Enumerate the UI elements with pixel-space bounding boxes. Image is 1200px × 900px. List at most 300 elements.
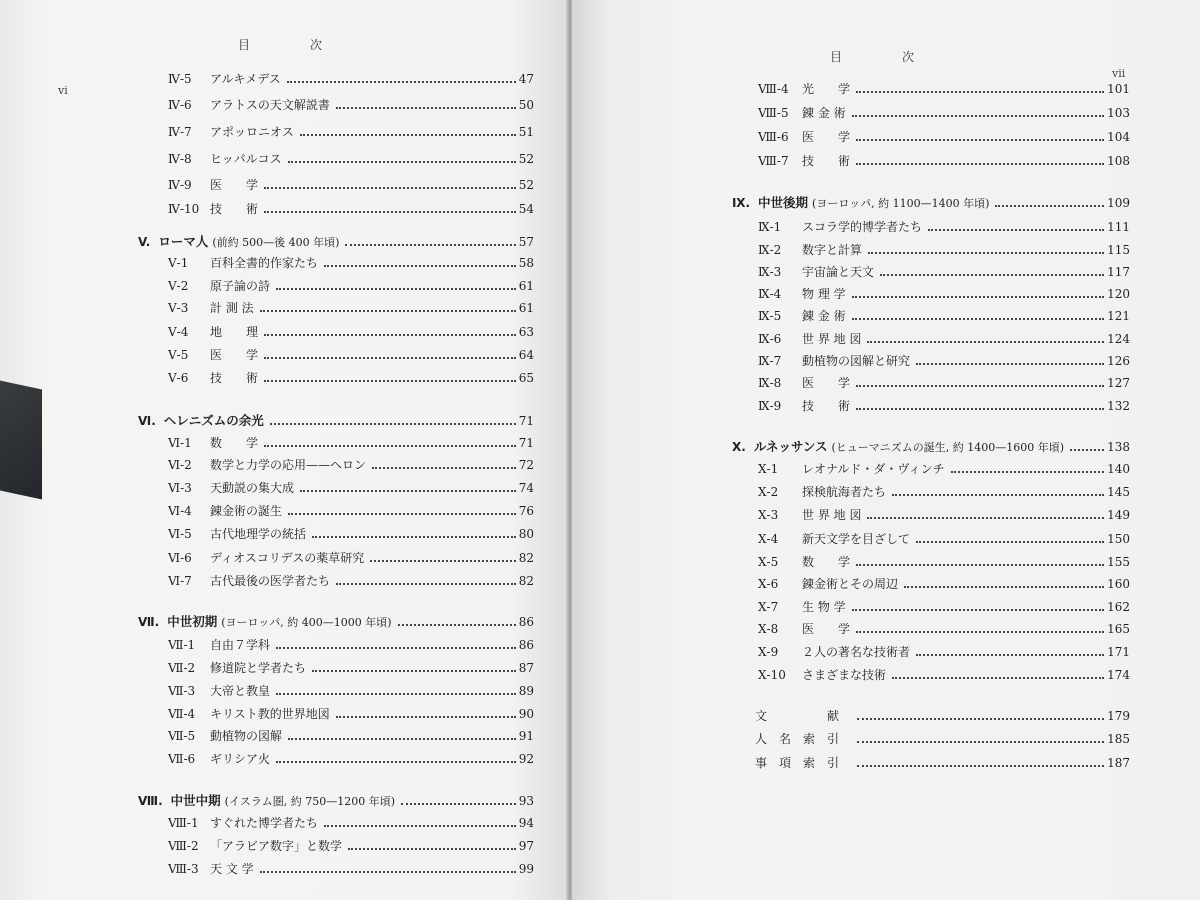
dot-leader (880, 274, 1104, 276)
dot-leader (336, 107, 516, 109)
toc-section-entry (168, 123, 534, 141)
toc-entry-number: Ⅹ-1 (758, 462, 779, 476)
toc-section-entry (168, 456, 534, 474)
toc-section-entry (758, 483, 1130, 501)
dot-leader (288, 513, 516, 515)
dot-leader (995, 205, 1104, 207)
toc-entry-title: 錬金術とその周辺 (802, 577, 899, 591)
toc-entry-number: Ⅷ-3 (168, 862, 199, 876)
toc-entry-title: 新天文学を目ざして (802, 532, 911, 546)
toc-page-number: 57 (518, 235, 534, 249)
toc-entry-title: 中世初期 (167, 614, 218, 629)
toc-section-entry (758, 218, 1130, 236)
toc-section-entry (758, 263, 1130, 281)
toc-entry-number: Ⅵ-3 (168, 481, 192, 495)
toc-page-number: 174 (1107, 668, 1130, 682)
toc-entry-number: Ⅳ-10 (168, 202, 200, 216)
toc-page-number: 187 (1107, 756, 1130, 770)
toc-page-number: 165 (1107, 622, 1130, 636)
dot-leader (401, 803, 516, 805)
toc-entry-title: ディオスコリデスの薬草研究 (210, 551, 365, 565)
dot-leader (372, 467, 516, 469)
toc-entry-title: ルネッサンス (753, 439, 828, 454)
toc-page-number: 58 (518, 256, 534, 270)
toc-section-entry (168, 96, 534, 114)
toc-entry-title: 天動説の集大成 (210, 481, 295, 495)
toc-chapter-entry (138, 791, 534, 809)
dot-leader (300, 490, 516, 492)
toc-page-number: 87 (518, 661, 534, 675)
toc-entry-number: Ⅵ-1 (168, 436, 192, 450)
toc-entry-number: Ⅵ-2 (168, 458, 192, 472)
dot-leader (916, 541, 1104, 543)
toc-entry-title: 医 学 (802, 130, 851, 144)
toc-page-number: 138 (1107, 440, 1130, 454)
toc-entry-number: Ⅹ-10 (758, 668, 786, 682)
toc-section-entry (758, 643, 1130, 661)
toc-entry-number: Ⅶ-1 (168, 638, 196, 652)
toc-section-entry (168, 277, 534, 295)
toc-entry-number: Ⅹ-5 (758, 555, 779, 569)
dot-leader (857, 765, 1104, 767)
toc-page-number: 89 (518, 684, 534, 698)
toc-backmatter-entry (747, 754, 1130, 772)
toc-entry-number: Ⅸ-1 (758, 220, 782, 234)
dot-leader (312, 536, 516, 538)
toc-page-number: 63 (518, 325, 534, 339)
toc-page-number: 52 (518, 178, 534, 192)
toc-entry-number: Ⅴ-2 (168, 279, 189, 293)
toc-backmatter-entry (747, 707, 1130, 725)
toc-entry-title: 中世後期 (758, 195, 809, 210)
toc-entry-title: アポッロニオス (210, 125, 294, 139)
dot-leader (857, 741, 1104, 743)
toc-entry-number: Ⅷ-6 (758, 130, 789, 144)
toc-section-entry (168, 814, 534, 832)
toc-page-number: 121 (1107, 309, 1130, 323)
toc-section-entry (758, 285, 1130, 303)
toc-page-number: 155 (1107, 555, 1130, 569)
toc-section-entry (168, 727, 534, 745)
left-folio: vi (58, 84, 68, 97)
toc-page-number: 162 (1107, 600, 1130, 614)
toc-entry-number: Ⅳ-9 (168, 178, 192, 192)
toc-section-entry (168, 682, 534, 700)
toc-entry-number: Ⅹ-8 (758, 622, 779, 636)
toc-chapter-entry (732, 437, 1130, 455)
toc-entry-number: Ⅸ-8 (758, 376, 782, 390)
toc-page-number: 92 (518, 752, 534, 766)
dot-leader (904, 586, 1104, 588)
toc-page-number: 51 (518, 125, 534, 139)
toc-page-number: 145 (1107, 485, 1130, 499)
toc-entry-title: 技 術 (210, 371, 259, 385)
toc-entry-number: Ⅹ-4 (758, 532, 779, 546)
toc-entry-number: Ⅹ-6 (758, 577, 779, 591)
dot-leader (276, 761, 516, 763)
toc-page-number: 71 (518, 436, 534, 450)
dot-leader (260, 871, 516, 873)
toc-entry-title: 中世中期 (170, 793, 221, 808)
toc-section-entry (758, 620, 1130, 638)
toc-entry-title: 文 献 (755, 709, 852, 723)
toc-page-number: 61 (518, 301, 534, 315)
toc-entry-title: ギリシア火 (210, 752, 271, 766)
dot-leader (892, 494, 1104, 496)
toc-page-number: 52 (518, 152, 534, 166)
toc-section-entry (168, 176, 534, 194)
toc-section-entry (168, 200, 534, 218)
toc-entry-title: 世 界 地 図 (802, 508, 862, 522)
toc-entry-number: Ⅹ. (732, 440, 746, 454)
dot-leader (916, 363, 1104, 365)
toc-entry-number: Ⅷ-1 (168, 816, 199, 830)
toc-entry-subtitle: (ヒューマニズムの誕生, 約 1400—1600 年頃) (831, 441, 1065, 454)
toc-page-number: 150 (1107, 532, 1130, 546)
toc-section-entry (758, 152, 1130, 170)
toc-entry-number: Ⅹ-3 (758, 508, 779, 522)
toc-entry-number: Ⅹ-7 (758, 600, 779, 614)
toc-entry-number: Ⅳ-7 (168, 125, 192, 139)
toc-entry-title: ローマ人 (158, 234, 209, 249)
toc-page-number: 149 (1107, 508, 1130, 522)
toc-entry-number: Ⅴ-4 (168, 325, 189, 339)
toc-chapter-entry (138, 232, 534, 250)
toc-entry-title: 探検航海者たち (802, 485, 887, 499)
toc-section-entry (758, 397, 1130, 415)
toc-page-number: 91 (518, 729, 534, 743)
toc-page-number: 72 (518, 458, 534, 472)
toc-entry-title: 数学と力学の応用——ヘロン (210, 458, 367, 472)
toc-chapter-entry (732, 193, 1130, 211)
dot-leader (287, 81, 516, 83)
toc-entry-title: ヘレニズムの余光 (163, 413, 264, 428)
toc-page-number: 126 (1107, 354, 1130, 368)
toc-entry-title: 動植物の図解と研究 (802, 354, 911, 368)
toc-section-entry (168, 299, 534, 317)
toc-page-number: 185 (1107, 732, 1130, 746)
toc-entry-number: Ⅳ-8 (168, 152, 192, 166)
toc-page-number: 74 (518, 481, 534, 495)
dot-leader (264, 187, 516, 189)
toc-page-number: 50 (518, 98, 534, 112)
toc-section-entry (758, 460, 1130, 478)
toc-entry-title: 数 学 (802, 555, 851, 569)
toc-entry-title: 錬金術の誕生 (210, 504, 283, 518)
toc-page-number: 132 (1107, 399, 1130, 413)
toc-entry-number: Ⅸ-2 (758, 243, 782, 257)
dot-leader (264, 211, 516, 213)
dot-leader (852, 318, 1104, 320)
dot-leader (264, 445, 516, 447)
toc-entry-number: Ⅵ. (138, 414, 156, 428)
dot-leader (1070, 449, 1104, 451)
dot-leader (856, 408, 1104, 410)
toc-entry-number: Ⅶ-3 (168, 684, 196, 698)
toc-chapter-entry (138, 612, 534, 630)
toc-section-entry (758, 506, 1130, 524)
toc-entry-title: 修道院と学者たち (210, 661, 307, 675)
toc-page-number: 124 (1107, 332, 1130, 346)
toc-page-number: 76 (518, 504, 534, 518)
toc-page-number: 94 (518, 816, 534, 830)
dot-leader (856, 163, 1104, 165)
toc-entry-number: Ⅴ-1 (168, 256, 189, 270)
toc-section-entry (758, 128, 1130, 146)
dot-leader (852, 296, 1104, 298)
dot-leader (856, 631, 1104, 633)
dot-leader (892, 677, 1104, 679)
dot-leader (916, 654, 1104, 656)
toc-entry-title: 人名索引 (755, 732, 852, 746)
toc-page-number: 111 (1107, 220, 1130, 234)
dot-leader (928, 229, 1104, 231)
toc-entry-title: さまざまな技術 (802, 668, 887, 682)
toc-entry-title: レオナルド・ダ・ヴィンチ (802, 462, 945, 476)
toc-entry-number: Ⅷ-4 (758, 82, 789, 96)
dot-leader (288, 161, 516, 163)
dot-leader (856, 564, 1104, 566)
toc-entry-subtitle: (ヨーロッパ, 約 1100—1400 年頃) (812, 197, 990, 210)
toc-entry-title: 錬 金 術 (802, 309, 846, 323)
dot-leader (336, 716, 516, 718)
toc-entry-title: 光 学 (802, 82, 851, 96)
toc-entry-title: 技 術 (210, 202, 259, 216)
toc-page-number: 71 (518, 414, 534, 428)
toc-section-entry (168, 434, 534, 452)
toc-page-number: 61 (518, 279, 534, 293)
toc-entry-number: Ⅴ-3 (168, 301, 189, 315)
toc-entry-number: Ⅷ-2 (168, 839, 199, 853)
toc-section-entry (168, 750, 534, 768)
toc-page-number: 127 (1107, 376, 1130, 390)
toc-section-entry (758, 575, 1130, 593)
toc-page-number: 179 (1107, 709, 1130, 723)
toc-entry-title: 原子論の詩 (210, 279, 271, 293)
toc-entry-number: Ⅵ-4 (168, 504, 192, 518)
toc-page-number: 82 (518, 574, 534, 588)
toc-entry-title: 医 学 (802, 376, 851, 390)
dot-leader (324, 265, 516, 267)
toc-entry-title: 医 学 (802, 622, 851, 636)
toc-page-number: 109 (1107, 196, 1130, 210)
toc-page-number: 117 (1107, 265, 1130, 279)
toc-entry-title: ２人の著名な技術者 (802, 645, 911, 659)
dot-leader (276, 647, 516, 649)
toc-section-entry (758, 307, 1130, 325)
toc-entry-number: Ⅶ-4 (168, 707, 196, 721)
dot-leader (951, 471, 1104, 473)
right-folio: vii (1112, 67, 1126, 80)
left-running-head: 目次 (238, 38, 383, 52)
left-page (0, 0, 568, 900)
toc-entry-title: 技 術 (802, 399, 851, 413)
toc-page-number: 64 (518, 348, 534, 362)
toc-entry-number: Ⅷ-5 (758, 106, 789, 120)
toc-entry-number: Ⅸ-3 (758, 265, 782, 279)
toc-page-number: 65 (518, 371, 534, 385)
toc-entry-title: アラトスの天文解説書 (210, 98, 330, 112)
toc-section-entry (168, 860, 534, 878)
dot-leader (264, 380, 516, 382)
dot-leader (856, 385, 1104, 387)
toc-section-entry (168, 705, 534, 723)
toc-entry-title: 事項索引 (755, 756, 852, 770)
foreground-shadow (0, 381, 42, 500)
toc-page-number: 86 (518, 638, 534, 652)
toc-section-entry (758, 553, 1130, 571)
toc-section-entry (168, 369, 534, 387)
toc-entry-number: Ⅳ-5 (168, 72, 192, 86)
toc-entry-title: 医 学 (210, 178, 259, 192)
toc-section-entry (168, 323, 534, 341)
dot-leader (345, 244, 515, 246)
toc-entry-title: アルキメデス (210, 72, 281, 86)
toc-entry-title: 世 界 地 図 (802, 332, 862, 346)
toc-entry-number: Ⅸ-7 (758, 354, 782, 368)
toc-section-entry (168, 502, 534, 520)
dot-leader (856, 91, 1104, 93)
dot-leader (264, 357, 516, 359)
dot-leader (276, 288, 516, 290)
dot-leader (260, 310, 516, 312)
toc-entry-title: 天 文 学 (210, 862, 254, 876)
toc-page-number: 140 (1107, 462, 1130, 476)
toc-entry-number: Ⅸ-9 (758, 399, 782, 413)
toc-page-number: 160 (1107, 577, 1130, 591)
toc-entry-number: Ⅷ-7 (758, 154, 789, 168)
toc-entry-subtitle: (ヨーロッパ, 約 400—1000 年頃) (221, 616, 392, 629)
toc-page-number: 108 (1107, 154, 1130, 168)
toc-section-entry (758, 330, 1130, 348)
dot-leader (370, 560, 516, 562)
dot-leader (270, 423, 516, 425)
toc-entry-title: 数字と計算 (802, 243, 863, 257)
toc-entry-title: 数 学 (210, 436, 259, 450)
dot-leader (867, 517, 1104, 519)
toc-section-entry (168, 346, 534, 364)
toc-entry-title: 地 理 (210, 325, 259, 339)
toc-section-entry (168, 659, 534, 677)
toc-section-entry (168, 636, 534, 654)
toc-entry-number: Ⅶ. (138, 615, 160, 629)
toc-section-entry (168, 572, 534, 590)
toc-entry-title: 古代最後の医学者たち (210, 574, 331, 588)
toc-entry-number: Ⅸ-6 (758, 332, 782, 346)
toc-section-entry (168, 549, 534, 567)
toc-page-number: 82 (518, 551, 534, 565)
toc-chapter-entry (138, 411, 534, 429)
toc-page-number: 54 (518, 202, 534, 216)
toc-entry-title: 百科全書的作家たち (210, 256, 319, 270)
toc-page-number: 115 (1107, 243, 1130, 257)
toc-entry-subtitle: (イスラム圏, 約 750—1200 年頃) (224, 795, 395, 808)
toc-entry-number: Ⅶ-6 (168, 752, 196, 766)
right-page (572, 0, 1200, 900)
toc-page-number: 99 (518, 862, 534, 876)
toc-entry-title: 計 測 法 (210, 301, 254, 315)
toc-entry-title: 動植物の図解 (210, 729, 283, 743)
toc-entry-subtitle: (前約 500—後 400 年頃) (212, 236, 340, 249)
toc-entry-number: V. (138, 235, 151, 249)
dot-leader (288, 738, 516, 740)
dot-leader (867, 341, 1104, 343)
toc-section-entry (168, 525, 534, 543)
toc-page-number: 171 (1107, 645, 1130, 659)
toc-entry-number: Ⅵ-6 (168, 551, 192, 565)
toc-page-number: 104 (1107, 130, 1130, 144)
toc-section-entry (168, 837, 534, 855)
right-running-head: 目次 (830, 50, 975, 64)
toc-entry-title: 宇宙論と天文 (802, 265, 875, 279)
toc-section-entry (758, 352, 1130, 370)
dot-leader (856, 139, 1104, 141)
toc-entry-title: 「アラビア数字」と数学 (210, 839, 343, 853)
toc-entry-title: 医 学 (210, 348, 259, 362)
toc-entry-title: 技 術 (802, 154, 851, 168)
toc-entry-number: Ⅳ-6 (168, 98, 192, 112)
toc-entry-title: 大帝と教皇 (210, 684, 271, 698)
dot-leader (852, 609, 1104, 611)
toc-page-number: 90 (518, 707, 534, 721)
toc-entry-number: Ⅸ-5 (758, 309, 782, 323)
toc-entry-number: Ⅴ-6 (168, 371, 189, 385)
toc-page-number: 120 (1107, 287, 1130, 301)
toc-section-entry (168, 70, 534, 88)
toc-entry-title: 古代地理学の統括 (210, 527, 307, 541)
toc-backmatter-entry (747, 730, 1130, 748)
toc-section-entry (758, 666, 1130, 684)
toc-entry-title: 物 理 学 (802, 287, 846, 301)
toc-entry-number: Ⅴ-5 (168, 348, 189, 362)
toc-entry-title: スコラ学的博学者たち (802, 220, 923, 234)
toc-page-number: 80 (518, 527, 534, 541)
toc-entry-number: Ⅹ-9 (758, 645, 779, 659)
toc-page-number: 97 (518, 839, 534, 853)
toc-entry-number: Ⅸ-4 (758, 287, 782, 301)
dot-leader (852, 115, 1104, 117)
toc-entry-number: Ⅷ. (138, 794, 163, 808)
dot-leader (300, 134, 516, 136)
dot-leader (857, 718, 1104, 720)
toc-entry-number: Ⅶ-5 (168, 729, 196, 743)
toc-entry-title: 自由７学科 (210, 638, 271, 652)
toc-entry-number: Ⅸ. (732, 196, 751, 210)
dot-leader (348, 848, 516, 850)
toc-entry-title: すぐれた博学者たち (210, 816, 319, 830)
dot-leader (312, 670, 516, 672)
toc-entry-title: キリスト教的世界地図 (210, 707, 330, 721)
toc-section-entry (758, 530, 1130, 548)
dot-leader (398, 624, 516, 626)
toc-section-entry (168, 479, 534, 497)
toc-entry-number: Ⅵ-7 (168, 574, 192, 588)
toc-section-entry (758, 80, 1130, 98)
toc-section-entry (758, 104, 1130, 122)
dot-leader (336, 583, 516, 585)
toc-entry-title: ヒッパルコス (210, 152, 282, 166)
toc-section-entry (758, 598, 1130, 616)
toc-page-number: 86 (518, 615, 534, 629)
toc-page-number: 101 (1107, 82, 1130, 96)
dot-leader (868, 252, 1104, 254)
toc-page-number: 47 (518, 72, 534, 86)
toc-section-entry (758, 241, 1130, 259)
toc-entry-title: 生 物 学 (802, 600, 846, 614)
toc-entry-number: Ⅶ-2 (168, 661, 196, 675)
toc-section-entry (168, 254, 534, 272)
toc-section-entry (758, 374, 1130, 392)
